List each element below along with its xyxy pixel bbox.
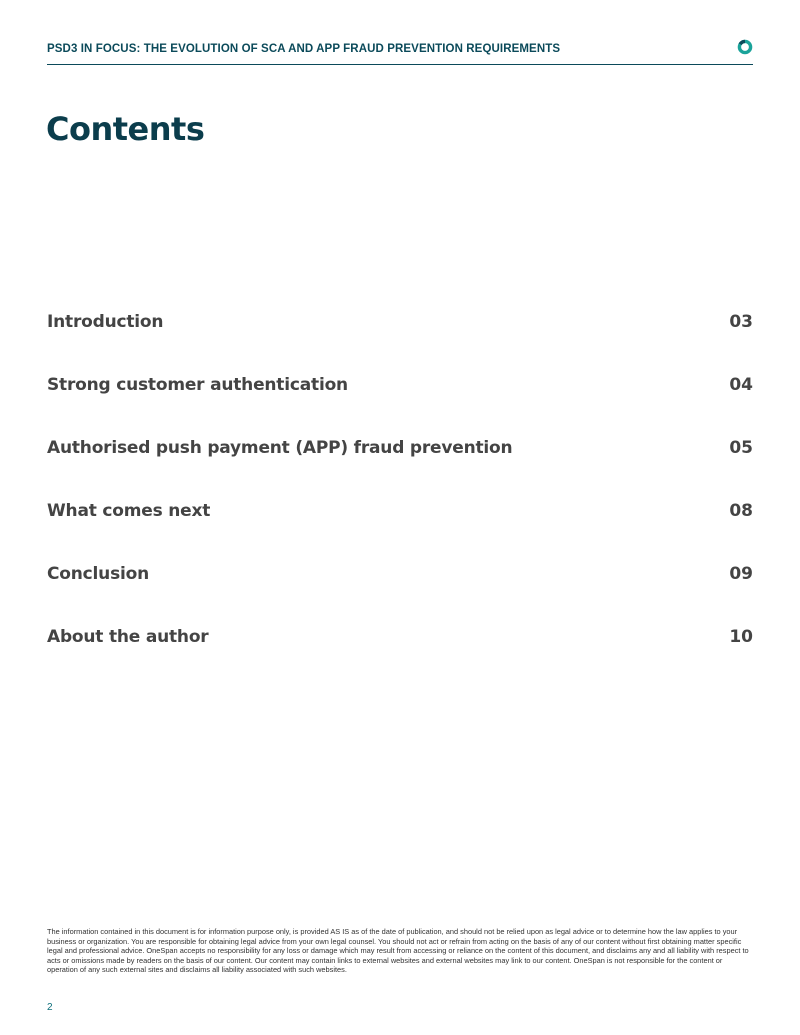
toc-item-label: Conclusion — [47, 563, 149, 584]
toc-item-about-the-author[interactable] — [47, 605, 753, 668]
toc-item-page: 09 — [729, 563, 753, 584]
toc-item-page: 03 — [729, 311, 753, 332]
toc-item-label: Introduction — [47, 311, 164, 332]
document-header-title: PSD3 IN FOCUS: THE EVOLUTION OF SCA AND APP FRAUD PREVENTION REQUIREMENTS — [47, 43, 561, 55]
toc-item-app-fraud-prevention[interactable] — [47, 416, 753, 479]
toc-item-conclusion[interactable] — [47, 542, 753, 605]
toc-item-page: 10 — [729, 626, 753, 647]
toc-item-label: About the author — [47, 626, 209, 647]
toc-item-label: Strong customer authentication — [47, 374, 348, 395]
header-divider — [47, 64, 753, 65]
toc-item-label: Authorised push payment (APP) fraud prevention — [47, 437, 513, 458]
page-title: Contents — [46, 110, 205, 148]
ring-logo-icon — [737, 39, 753, 55]
page-number: 2 — [47, 1002, 53, 1013]
toc-item-page: 05 — [729, 437, 753, 458]
legal-disclaimer: The information contained in this document is for information purpose only, is provided AS IS as of the date of publication, and should not be relied upon as legal advice or to determine how the law applies to your business or organization. You are responsible for obtaining legal advice from your own legal counsel. You should not act or refrain from acting on the basis of any of our content without first obtaining matter specific legal and professional advice. OneSpan accepts no responsibility for any loss or damage which may result from accessing or reliance on the content of this document, and disclaims any and all liability with respect to acts or omissions made by readers on the basis of our content. Our content may contain links to external websites and external websites may link to our content. OneSpan is not responsible for the content or operation of any such external sites and disclaims all liability associated with such websites. — [47, 927, 749, 975]
toc-item-page: 08 — [729, 500, 753, 521]
toc-item-introduction[interactable] — [47, 290, 753, 353]
toc-item-label: What comes next — [47, 500, 211, 521]
toc-item-page: 04 — [729, 374, 753, 395]
table-of-contents — [47, 290, 753, 668]
toc-item-what-comes-next[interactable] — [47, 479, 753, 542]
toc-item-strong-customer-authentication[interactable] — [47, 353, 753, 416]
